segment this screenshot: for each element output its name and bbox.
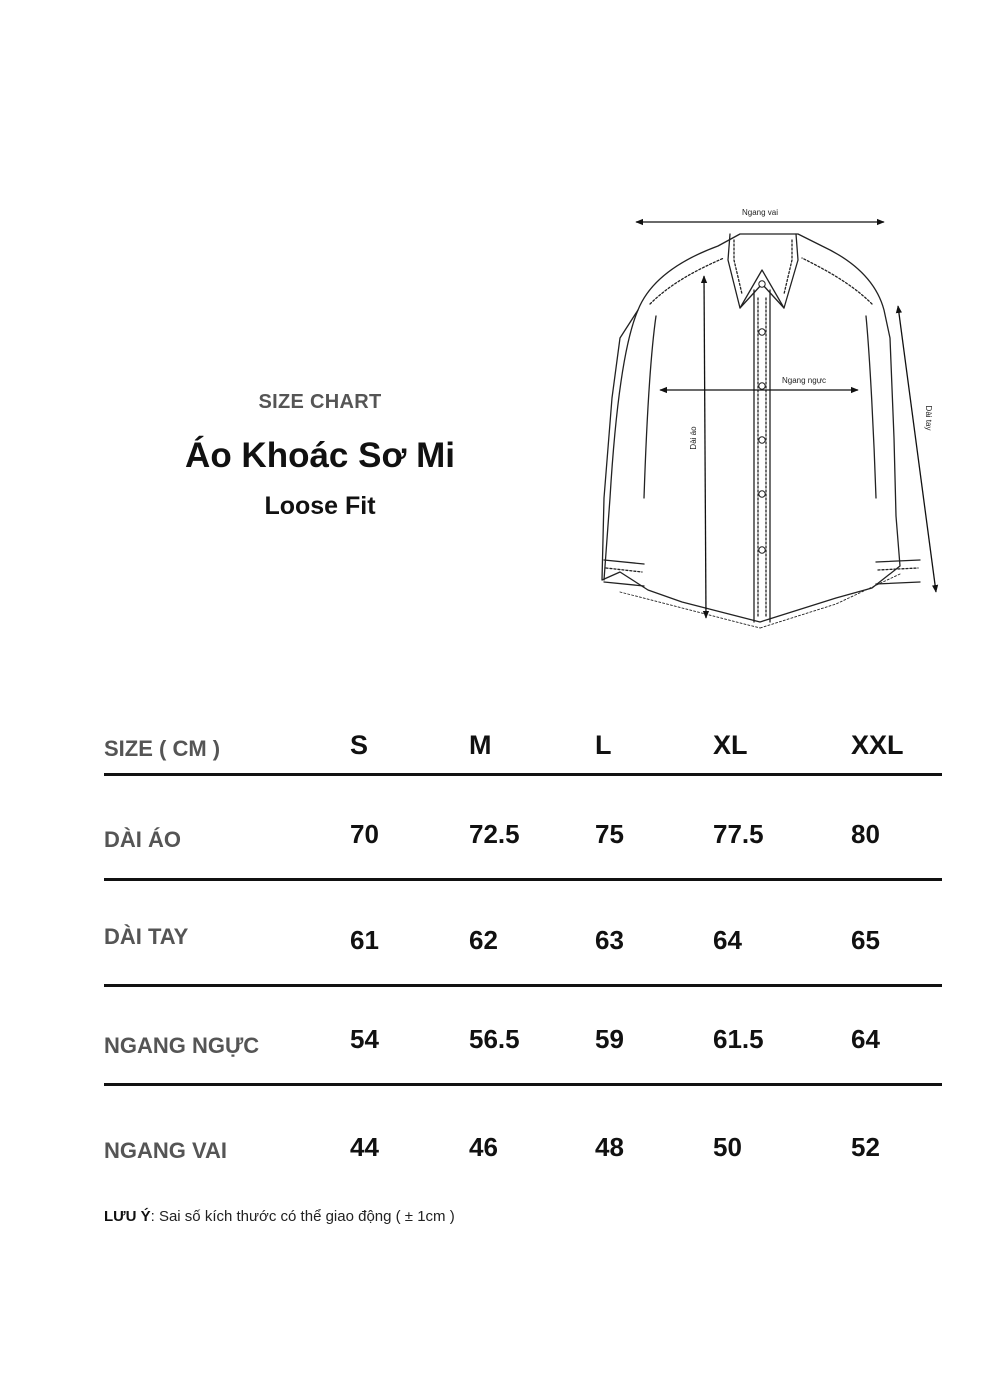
table-cell: 46	[469, 1132, 498, 1162]
table-cell: 65	[851, 925, 880, 955]
table-cell: 64	[713, 925, 742, 955]
body-length-label: Dài áo	[689, 426, 698, 450]
product-title: Áo Khoác Sơ Mi	[185, 436, 455, 475]
tolerance-note	[104, 1208, 455, 1225]
chest-width-label: Ngang ngực	[782, 376, 827, 385]
sleeve-length-label: Dài tay	[924, 405, 933, 431]
size-header-m: M	[469, 730, 492, 760]
shoulder-width-label: Ngang vai	[741, 208, 779, 217]
size-header-l: L	[595, 730, 612, 760]
table-cell: 80	[851, 819, 880, 849]
table-cell: 61.5	[713, 1024, 764, 1054]
table-row	[104, 987, 942, 1086]
table-row	[104, 881, 942, 987]
table-cell: 63	[595, 925, 624, 955]
size-chart-kicker: SIZE CHART	[258, 391, 382, 413]
table-cell: 56.5	[469, 1024, 520, 1054]
size-header-xxl: XXL	[851, 730, 904, 760]
table-cell: 44	[350, 1132, 379, 1162]
shirt-measurement-diagram	[590, 198, 960, 630]
table-cell: 54	[350, 1024, 379, 1054]
table-row	[104, 1086, 942, 1182]
table-header-row	[104, 724, 942, 776]
table-cell: 64	[851, 1024, 880, 1054]
table-cell: 48	[595, 1132, 624, 1162]
table-cell: 50	[713, 1132, 742, 1162]
note-text: : Sai số kích thước có thể giao động ( ± 1cm )	[150, 1208, 455, 1225]
table-cell: 59	[595, 1024, 624, 1054]
row-label: NGANG NGỰC	[104, 1033, 260, 1058]
shirt-illustration	[590, 198, 960, 630]
size-header-s: S	[350, 730, 369, 760]
table-cell: 62	[469, 925, 498, 955]
table-cell: 75	[595, 819, 624, 849]
size-unit-header: SIZE ( CM )	[104, 736, 221, 761]
table-row	[104, 776, 942, 881]
table-cell: 72.5	[469, 819, 520, 849]
table-cell: 52	[851, 1132, 880, 1162]
fit-subtitle: Loose Fit	[264, 492, 376, 520]
table-cell: 77.5	[713, 819, 764, 849]
table-cell: 61	[350, 925, 379, 955]
row-label: DÀI TAY	[104, 924, 189, 949]
size-header-xl: XL	[713, 730, 748, 760]
table-cell: 70	[350, 819, 379, 849]
row-label: DÀI ÁO	[104, 827, 181, 852]
note-label: LƯU Ý	[104, 1208, 151, 1225]
size-table	[104, 724, 942, 1182]
row-label: NGANG VAI	[104, 1138, 228, 1163]
